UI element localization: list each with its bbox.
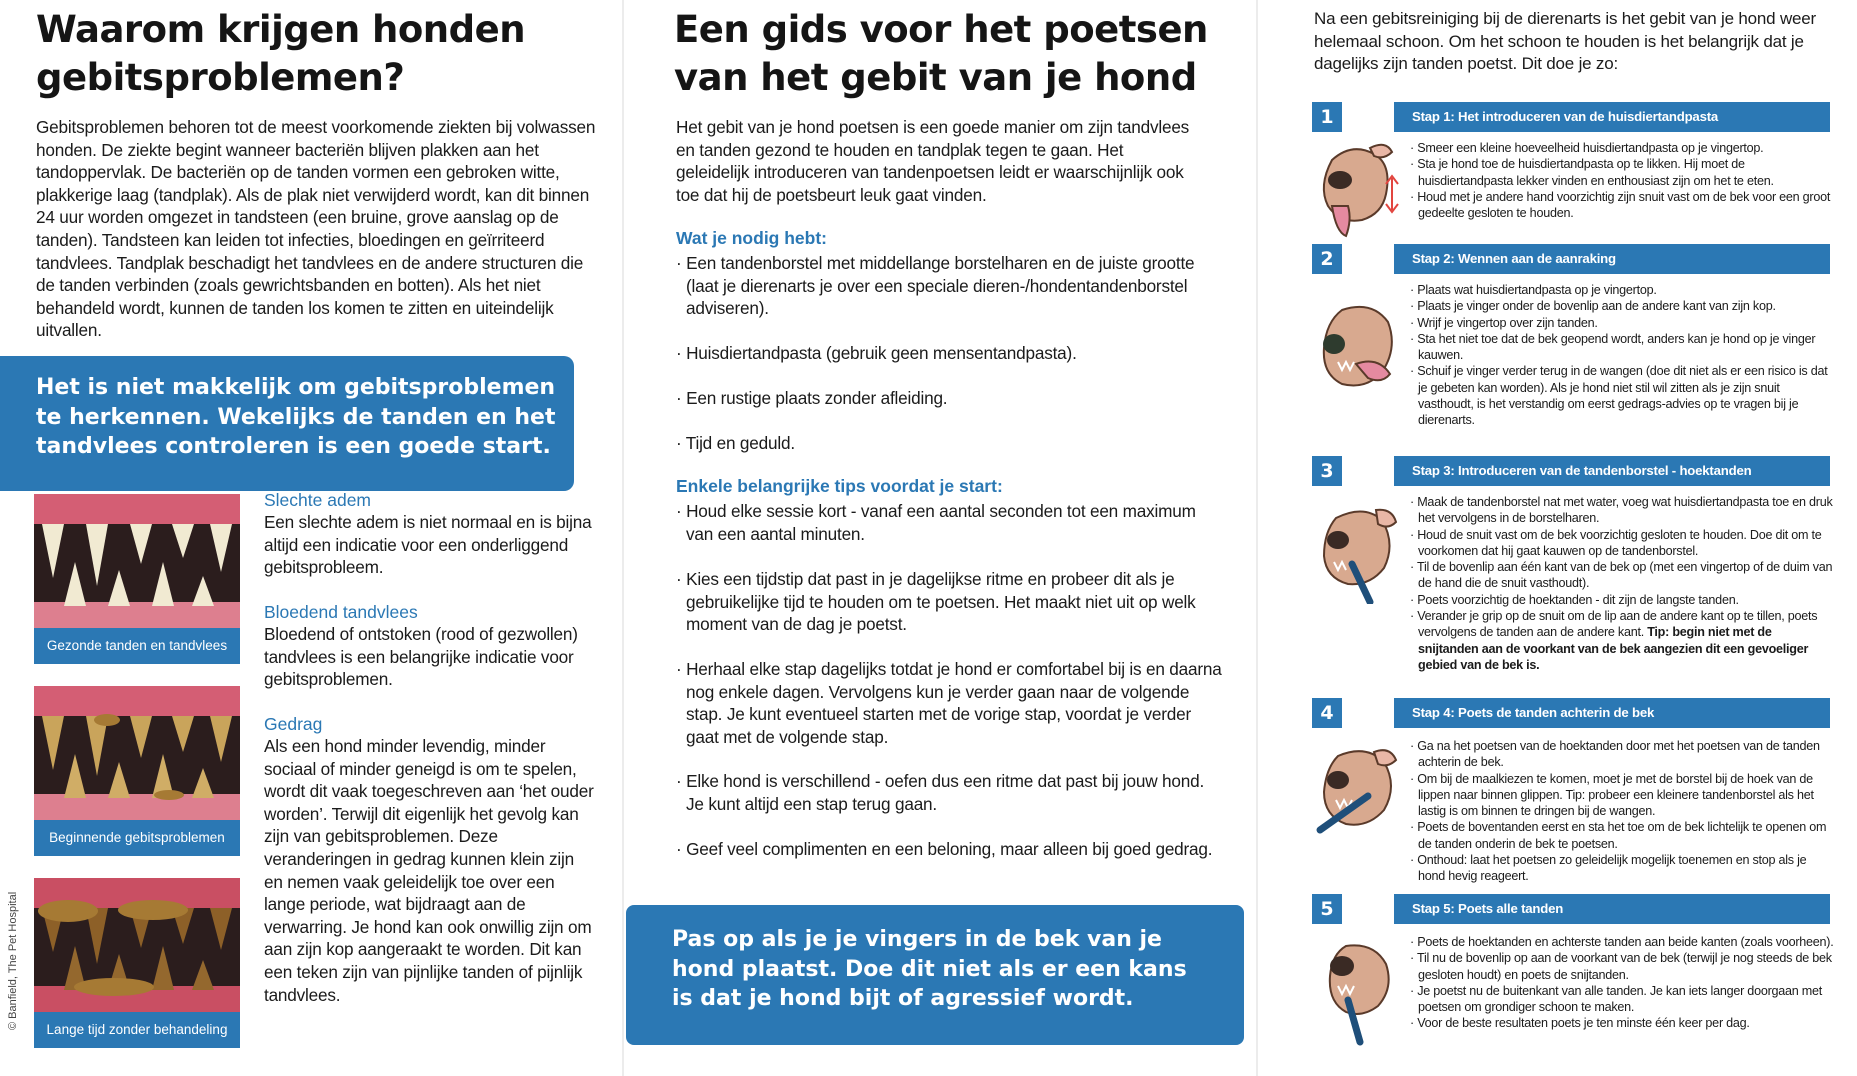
- needs-item: · Tijd en geduld.: [676, 433, 795, 453]
- step-item: · Til nu de bovenlip op aan de voorkant van de bek (terwijl je nog steeds de bek gesloten houdt) en poets de snijtanden.: [1410, 951, 1832, 982]
- tips-item: · Houd elke sessie kort - vanaf een aantal seconden tot een maximum van een aantal minuten.: [676, 501, 1196, 544]
- panel2-title-line1: Een gids voor het poetsen: [674, 8, 1208, 51]
- tips-item: · Geef veel complimenten en een beloning, maar alleen bij goed gedrag.: [676, 839, 1213, 859]
- photo-early-problems: [34, 686, 240, 856]
- symptom-bad-breath: [264, 490, 594, 579]
- step-title-2: Stap 2: Wennen aan de aanraking: [1394, 244, 1830, 274]
- step-item: · Onthoud: laat het poetsen zo geleidelijk mogelijk toenemen en stop als je hond hevig reageert.: [1410, 853, 1807, 884]
- symptom-behaviour: [264, 714, 594, 1006]
- panel-dental-problems: [0, 0, 618, 1076]
- step-number-4: 4: [1312, 698, 1342, 728]
- step-item: · Voor de beste resultaten poets je ten minste één keer per dag.: [1410, 1016, 1750, 1031]
- panel1-title: [36, 6, 596, 102]
- step-number-3: 3: [1312, 456, 1342, 486]
- photo-caption: Lange tijd zonder behandeling: [34, 1012, 240, 1048]
- photo-credit: © Banfield, The Pet Hospital: [7, 891, 19, 1030]
- step-item: · Poets voorzichtig de hoektanden - dit zijn de langste tanden.: [1410, 592, 1739, 607]
- step-item: · Wrijf je vingertop over zijn tanden.: [1410, 315, 1598, 330]
- step-item: · Je poetst nu de buitenkant van alle tanden. Je kan iets langer doorgaan met poetsen om grondiger schoon te maken.: [1410, 983, 1823, 1015]
- callout-line: is dat je hond bijt of agressief wordt.: [672, 986, 1134, 1011]
- symptom-heading: Gedrag: [264, 714, 323, 734]
- panel1-intro: Gebitsproblemen behoren tot de meest voorkomende ziekten bij volwassen honden. De ziekte begint wanneer bacteriën blijven plakken aan het tandoppervlak. De bacteriën op de tanden vormen een gebroken witte, plakkerige laag (tandplak). Als de plak niet verwijderd wordt, kan dit binnen 24 uur worden omgezet in tandsteen (een bruine, grove aanslag op de tanden). Tandsteen kan leiden tot infecties, bloedingen en geïrriteerd tandvlees. Tandplak beschadigt het tandvlees en de andere structuren die de tanden verbinden (zoals gewrichtsbanden en botten). Als het niet behandeld wordt, kunnen de tanden los komen te zitten en uiteindelijk uitvallen.: [36, 117, 596, 341]
- dog-head-illustration: [1312, 744, 1402, 844]
- up-down-arrow-icon: [1386, 176, 1398, 212]
- step-item: · Poets de hoektanden en achterste tanden aan beide kanten (zoals voorheen).: [1410, 935, 1834, 949]
- callout-line: tandvlees controleren is een goede start.: [36, 434, 551, 459]
- step-item: · Schuif je vinger verder terug in de wangen (doe dit niet als er een risico is dat je gebeten kan worden). Als je hond niet stil wil zitten als je zijn snuit vasthoudt, is het verstandig om eerst gedrags-advies op te vragen bij je dierenarts.: [1410, 364, 1828, 428]
- step-1-list: [1410, 140, 1834, 221]
- panel3-intro: Na een gebitsreiniging bij de dierenarts is het gebit van je hond weer helemaal schoon. Om het schoon te houden is het belangrijk dat je dagelijks zijn tanden poetst. Dit doe je zo:: [1314, 9, 1816, 73]
- step-item: · Sta het niet toe dat de bek geopend wordt, anders kan je hond op je vinger kauwen.: [1410, 331, 1816, 363]
- panel1-callout: [0, 356, 574, 491]
- step-item: · Maak de tandenborstel nat met water, voeg wat huisdiertandpasta toe en druk het vervolgens in de borstelharen.: [1410, 495, 1833, 526]
- panel2-title-line2: van het gebit van je hond: [674, 56, 1197, 99]
- tips-heading: Enkele belangrijke tips voordat je start:: [676, 476, 1003, 496]
- step-5-list: [1410, 934, 1834, 1032]
- step-item: · Houd de snuit vast om de bek voorzichtig gesloten te houden. Doe dit om te voorkomen dat hij gaat kauwen op de tandenborstel.: [1410, 527, 1822, 558]
- panel1-title-line1: Waarom krijgen honden: [36, 8, 526, 51]
- fold-line: [1256, 0, 1258, 1076]
- needs-heading: Wat je nodig hebt:: [676, 228, 827, 248]
- symptom-bleeding-gums: [264, 602, 594, 691]
- symptom-heading: Bloedend tandvlees: [264, 602, 418, 622]
- step-item: · Poets de boventanden eerst en sta het toe om de bek lichtelijk te openen om de tanden onderin de bek te poetsen.: [1410, 820, 1827, 851]
- dog-head-illustration: [1312, 140, 1402, 240]
- needs-item: · Een tandenborstel met middellange borstelharen en de juiste grootte (laat je dierenarts je over een speciale dieren-/hondentandenborstel adviseren).: [676, 253, 1195, 319]
- step-item: · Smeer een kleine hoeveelheid huisdiertandpasta op je vingertop.: [1410, 141, 1764, 155]
- fold-line: [622, 0, 624, 1076]
- symptom-text: Een slechte adem is niet normaal en is bijna altijd een indicatie voor een onderliggend gebitsprobleem.: [264, 512, 592, 578]
- callout-line: te herkennen. Wekelijks de tanden en het: [36, 404, 556, 430]
- needs-item: · Huisdiertandpasta (gebruik geen mensentandpasta).: [676, 343, 1077, 363]
- panel-brushing-steps: [1262, 0, 1857, 1076]
- step-title-3: Stap 3: Introduceren van de tandenborstel - hoektanden: [1394, 456, 1830, 486]
- step-number-1: 1: [1312, 102, 1342, 132]
- panel-brushing-guide: [626, 0, 1234, 1076]
- tips-item: · Elke hond is verschillend - oefen dus een ritme dat past bij jouw hond. Je kunt altijd een stap terug gaan.: [676, 771, 1205, 814]
- step-item: · Houd met je andere hand voorzichtig zijn snuit vast om de bek voor een groot gedeelte gesloten te houden.: [1410, 189, 1831, 221]
- step-item: · Plaats je vinger onder de bovenlip aan de andere kant van zijn kop.: [1410, 299, 1776, 314]
- panel2-intro: Het gebit van je hond poetsen is een goede manier om zijn tandvlees en tanden gezond te houden en tandplak tegen te gaan. Het geleidelijk introduceren van tandenpoetsen leidt er waarschijnlijk ook toe dat hij de poetsbeurt leuk gaat vinden.: [676, 117, 1190, 205]
- symptom-text: Als een hond minder levendig, minder sociaal of minder geneigd is om te spelen, wordt dit vaak toegeschreven aan ‘het ouder worden’. Terwijl dit eigenlijk het gevolg kan zijn van gebitsproblemen. Deze veranderingen in gedrag kunnen klein zijn en nemen vaak geleidelijk toe over een lange periode, wat bijdraagt aan de verwarring. Je hond kan ook onwillig zijn om aan zijn kop aangeraakt te worden. Dit kan een teken zijn van pijnlijke tanden of pijnlijk tandvlees.: [264, 736, 594, 1005]
- step-item: · Ga na het poetsen van de hoektanden door met het poetsen van de tanden achterin de bek.: [1410, 739, 1820, 770]
- panel1-title-line2: gebitsproblemen?: [36, 56, 405, 99]
- dog-head-illustration: [1312, 504, 1402, 604]
- step-3-list: [1410, 494, 1834, 673]
- step-title-1: Stap 1: Het introduceren van de huisdiertandpasta: [1394, 102, 1830, 132]
- photo-untreated: [34, 878, 240, 1048]
- step-title-4: Stap 4: Poets de tanden achterin de bek: [1394, 698, 1830, 728]
- step-title-5: Stap 5: Poets alle tanden: [1394, 894, 1830, 924]
- step-number-2: 2: [1312, 244, 1342, 274]
- step-item: · Sta je hond toe de huisdiertandpasta op te likken. Hij moet de huisdiertandpasta lekker vinden en enthousiast zijn om het te eten.: [1410, 157, 1774, 188]
- step-item: · Til de bovenlip aan één kant van de bek op (met een vingertop of de duim van de hand die de snuit vasthoudt).: [1410, 560, 1833, 591]
- panel2-title: [674, 6, 1234, 102]
- step-3-tip: Tip: begin niet met de snijtanden aan de voorkant van de bek aangezien dit een gevoeliger gebied van de bek is.: [1418, 625, 1809, 672]
- step-item: · Verander je grip op de snuit om de lip aan de andere kant op te tillen, poets vervolgens de tanden aan de andere kant. Tip: begin niet met de snijtanden aan de voorkant van de bek aangezien dit een gevoeliger gebied van de bek is.: [1410, 609, 1818, 672]
- callout-line: Pas op als je je vingers in de bek van je: [672, 927, 1162, 952]
- needs-item: · Een rustige plaats zonder afleiding.: [676, 388, 948, 408]
- dog-head-illustration: [1312, 936, 1402, 1046]
- step-item: · Plaats wat huisdiertandpasta op je vingertop.: [1410, 283, 1657, 297]
- tips-item: · Kies een tijdstip dat past in je dagelijkse ritme en probeer dit als je gebruikelijke tijd te houden om te poetsen. Het maakt niet uit op welk moment van de dag je poetst.: [676, 569, 1196, 635]
- step-2-list: [1410, 282, 1834, 429]
- tips-item: · Herhaal elke stap dagelijks totdat je hond er comfortabel bij is en daarna nog enkele dagen. Vervolgens kun je verder gaan naar de volgende stap. Je kunt eventueel starten met de vorige stap, voordat je verder gaat met de volgende stap.: [676, 659, 1222, 747]
- symptom-text: Bloedend of ontstoken (rood of gezwollen) tandvlees is een belangrijke indicatie voor gebitsproblemen.: [264, 624, 578, 690]
- step-number-5: 5: [1312, 894, 1342, 924]
- symptom-heading: Slechte adem: [264, 490, 372, 510]
- photo-caption: Beginnende gebitsproblemen: [34, 820, 240, 856]
- photo-healthy-teeth: [34, 494, 240, 664]
- dog-head-illustration: [1312, 300, 1402, 400]
- panel2-warning-callout: [626, 905, 1244, 1045]
- step-4-list: [1410, 738, 1834, 885]
- step-item: · Om bij de maalkiezen te komen, moet je met de borstel bij de hoek van de lippen naar binnen glippen. Tip: probeer een kleinere tandenborstel als het lastig is om binnen te dringen bij de wangen.: [1410, 771, 1814, 819]
- photo-caption: Gezonde tanden en tandvlees: [34, 628, 240, 664]
- callout-line: hond plaatst. Doe dit niet als er een kans: [672, 956, 1187, 982]
- callout-line: Het is niet makkelijk om gebitsproblemen: [36, 375, 556, 400]
